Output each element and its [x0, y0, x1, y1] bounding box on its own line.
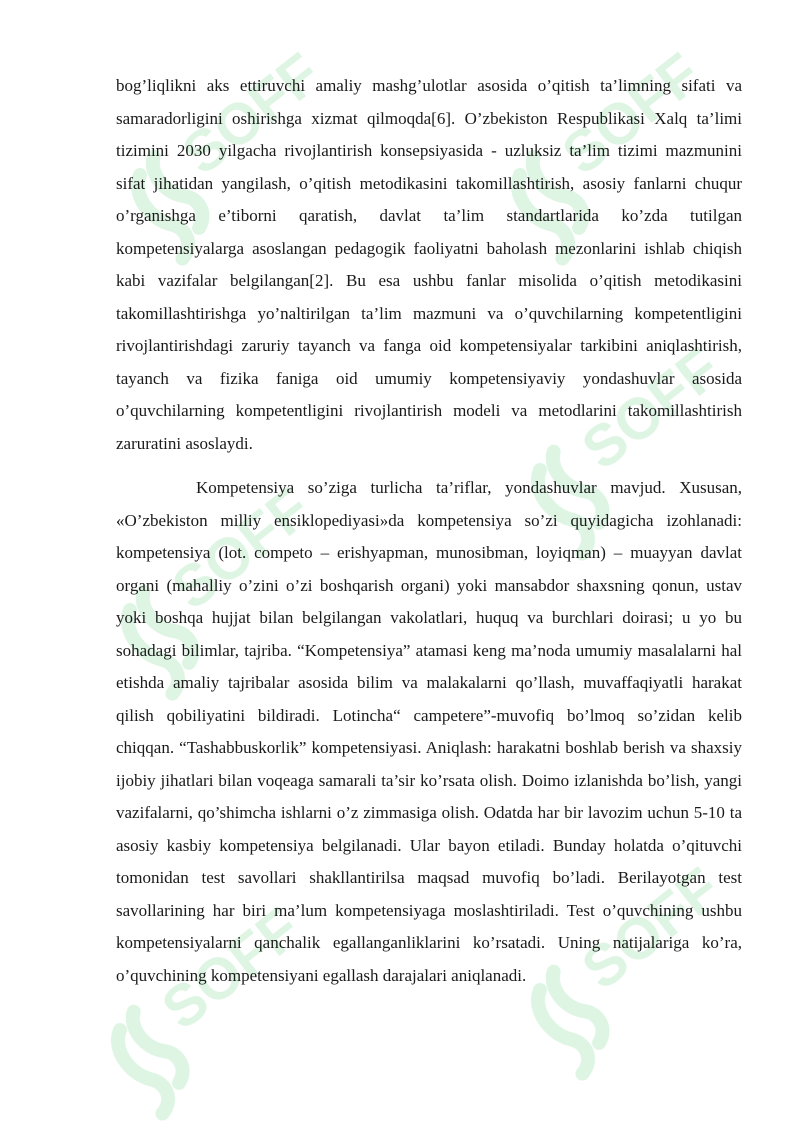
watermark: SOFF: [0, 0, 800, 1131]
body-paragraph-1: bog’liqlikni aks ettiruvchi amaliy mashg’ulotlar asosida o’qitish ta’limning sifati va samaradorligini oshirishga xizmat qilmoqda[6]. O’zbekiston Respublikasi Xalq ta’limi tizimini 2030 yilgacha rivojlantirish konsepsiyasida - uzluksiz ta’lim tizimi mazmunini sifat jihatidan yangilash, o’qitish metodikasini takomillashtirish, asosiy fanlarni chuqur o’rganishga e’tiborni qaratish, davlat ta’lim standartlarida ko’zda tutilgan kompetensiyalarga asoslangan pedagogik faoliyatni baholash mezonlarini ishlab chiqish kabi vazifalar belgilangan[2]. Bu esa ushbu fanlar misolida o’qitish metodikasini takomillashtirishga yo’naltirilgan ta’lim mazmuni va o’quvchilarning kompetentligini rivojlantirishdagi zaruriy tayanch va fanga oid kompetensiyalar tarkibini aniqlashtirish, tayanch va fizika faniga oid umumiy kompetensiyaviy yondashuvlar asosida o’quvchilarning kompetentligini rivojlantirish modeli va metodlarini takomillashtirish zaruratini asoslaydi.: [116, 76, 742, 453]
document-body: [116, 70, 742, 992]
body-paragraph-2: Kompetensiya so’ziga turlicha ta’riflar, yondashuvlar mavjud. Xususan, «O’zbekiston milliy ensiklopediyasi»da kompetensiya so’zi quyidagicha izohlanadi: kompetensiya (lot. competo – erishyapman, munosibman, loyiqman) – muayyan davlat organi (mahalliy o’zini o’zi boshqarish organi) yoki mansabdor shaxsning qonun, ustav yoki boshqa hujjat bilan belgilangan vakolatlari, huquq va burchlari doirasi; u yo bu sohadagi bilimlar, tajriba. “Kompetensiya” atamasi keng ma’noda umumiy masalalarni hal etishda amaliy tajribalar asosida bilim va malakalarni qo’llash, muvaffaqiyatli harakat qilish qobiliyatini bildiradi. Lotincha“ campetere”-muvofiq bo’lmoq so’zidan kelib chiqqan. “Tashabbuskorlik” kompetensiyasi. Aniqlash: harakatni boshlab berish va shaxsiy ijobiy jihatlari bilan voqeaga samarali ta’sir ko’rsata olish. Doimo izlanishda bo’lish, yangi vazifalarni, qo’shimcha ishlarni o’z zimmasiga olish. Odatda har bir lavozim uchun 5-10 ta asosiy kasbiy kompetensiya belgilanadi. Ular bayon etiladi. Bunday holatda o’qituvchi tomonidan test savollari shakllantirilsa maqsad muvofiq bo’ladi. Berilayotgan test savollarining har biri ma’lum kompetensiyaga moslashtiriladi. Test o’quvchining ushbu kompetensiyalarni qanchalik egallanganliklarini ko’rsatadi. Uning natijalariga ko’ra, o’quvchining kompetensiyani egallash darajalari aniqlanadi.: [116, 478, 742, 985]
